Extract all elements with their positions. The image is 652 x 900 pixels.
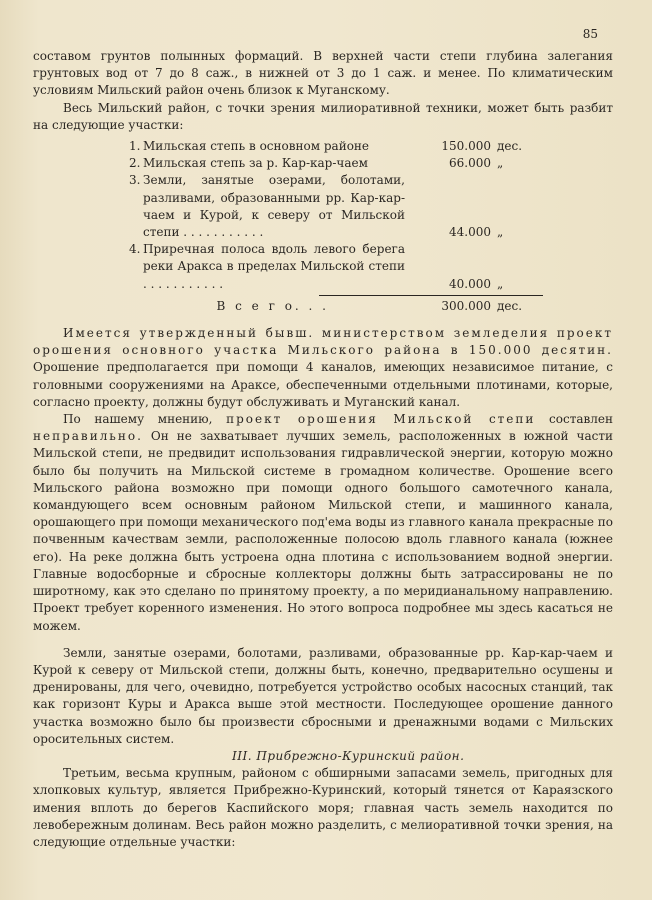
paragraph-project: Имеется утвержденный бывш. министерством земледелия проект орошения основного участка Мильского района в 150.000 десятин. Орошение предполагается при помощи 4 каналов, имеющих независимое питание, с головными сооружениями на Араксе, обеспеченными отдельными плотинами, которые, согласно проекту, должны будут обслуживать и Муганский канал. xyxy=(33,326,613,409)
total-row xyxy=(129,298,539,315)
area-list xyxy=(129,138,539,315)
total-rule xyxy=(319,295,543,296)
paragraph-opinion: По нашему мнению, проект орошения Мильской степи составлен неправильно. Он не захватывает лучших земель, расположенных в южной части Мильской степи, не предвидит использования гидравлической энергии, которую можно было бы получить на Мильской системе в громадном количестве. Орошение всего Мильского района возможно при помощи одного большого самотечного канала, командующего всем основным районом Мильской степи, и машинного канала, орошающего при помощи механического под'ема воды из главного канала прекрасные по почвенным качествам земли, расположенные полосою вдоль главного канала (южнее его). На реке должна быть устроена одна плотина с использованием водной энергии. Главные водосборные и сбросные коллекторы должны быть затрассированы не по широтному, как это сделано по принятому проекту, а по меридианальному направлению. Проект требует коренного изменения. Но этого вопроса подробнее мы здесь касаться не можем. xyxy=(33,412,613,633)
total-unit: дес. xyxy=(497,298,523,313)
total-label: В с е г о. . . xyxy=(216,298,329,313)
list-item: 1. Мильская степь в основном районе 150.000 дес. xyxy=(129,139,523,154)
paragraph-lakes: Земли, занятые озерами, болотами, разливами, образованные рр. Кар-кар-чаем и Курой к северу от Мильской степи, должны быть, конечно, предварительно осушены и дренированы, для чего, очевидно, потребуется устройство особых насосных станций, так как горизонт Куры и Аракса выше этой местности. Последующее орошение данного участка возможно было бы произвести сбросными и дренажными водами с Мильских оросительных систем. xyxy=(33,645,613,746)
paragraph-division: Весь Мильский район, с точки зрения милиоративной техники, может быть разбит на следующие участки: xyxy=(33,100,613,132)
list-item: 2. Мильская степь за р. Кар-кар-чаем 66.000 „ xyxy=(129,156,504,171)
page-number: 85 xyxy=(582,27,598,41)
list-item: 4. Приречная полоса вдоль левого берега реки Аракса в пределах Мильской степи . . . . . . . . . . . 40.000 „ xyxy=(129,242,504,291)
section-heading: III. Прибрежно-Куринский район. xyxy=(232,748,465,763)
list-item: 3. Земли, занятые озерами, болотами, разливами, образованными рр. Кар-кар-чаем и Курой, к северу от Мильской степи . . . . . . . . . . . 44.000 „ xyxy=(129,173,504,240)
total-amount: 300.000 xyxy=(441,298,491,313)
paragraph-third-region: Третьим, весьма крупным, районом с обширными запасами земель, пригодных для хлопковых культур, является Прибрежно-Куринский, который тянется от Караязского имения вплоть до берегов Каспийского моря; главная часть земель находится по левобережным долинам. Весь район можно разделить, с мелиоративной точки зрения, на следующие отдельные участки: xyxy=(33,766,613,849)
paragraph-intro: составом грунтов полынных формаций. В верхней части степи глубина залегания грунтовых вод от 7 до 8 саж., в нижней от 3 до 1 саж. и менее. По климатическим условиям Мильский район очень близок к Муганскому. xyxy=(33,49,613,98)
page-text xyxy=(33,48,613,851)
